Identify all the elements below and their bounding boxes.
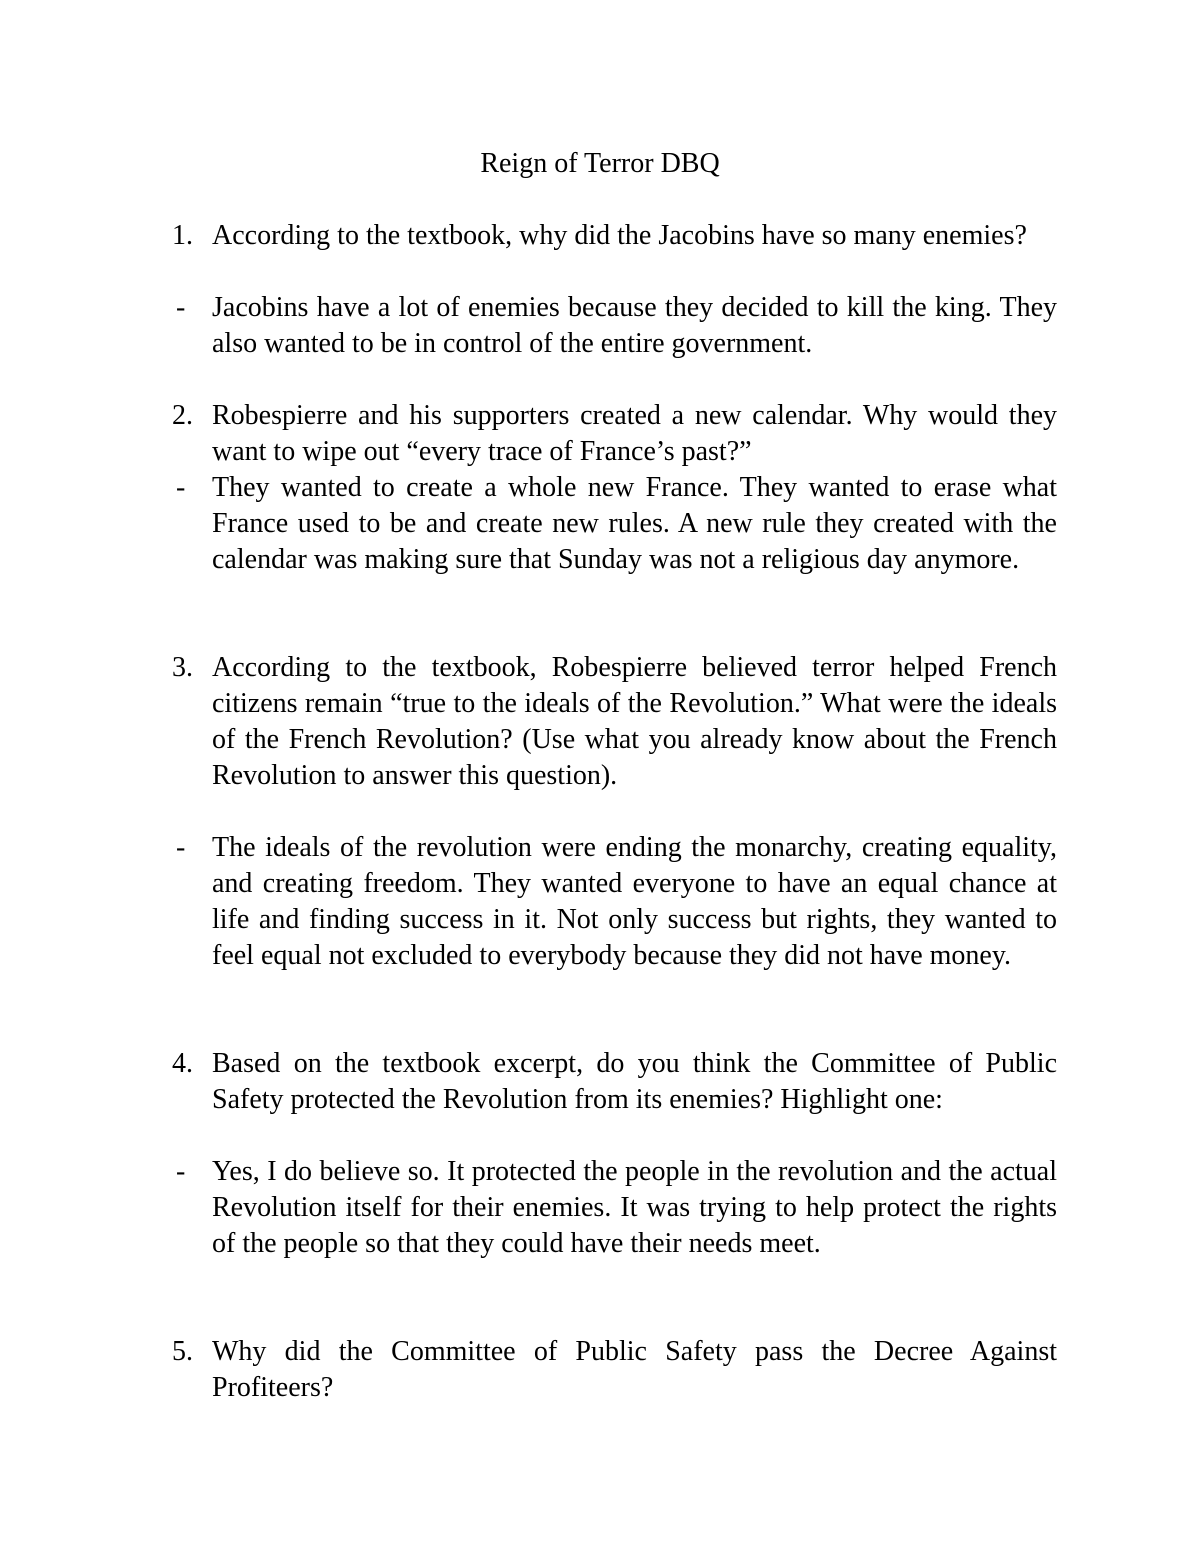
question-text: Why did the Committee of Public Safety pass the Decree Against Profiteers? xyxy=(212,1336,1057,1403)
answer-text: The ideals of the revolution were ending the monarchy, creating equality, and creating freedom. They wanted everyone to have an equal chance at life and finding success in it. Not only success but rights, they wanted to feel equal not excluded to everybody because they did not have money. xyxy=(212,832,1057,971)
question-number: 5. xyxy=(172,1336,193,1367)
question-text: Robespierre and his supporters created a new calendar. Why would they want to wipe out “every trace of France’s past?” xyxy=(212,400,1057,467)
answer-bullet: - xyxy=(176,832,186,863)
document-title: Reign of Terror DBQ xyxy=(480,148,720,179)
question-text: According to the textbook, Robespierre believed terror helped French citizens remain “true to the ideals of the Revolution.” What were the ideals of the French Revolution? (Use what you already know about the French Revolution to answer this question). xyxy=(212,652,1057,791)
question-number: 3. xyxy=(172,652,193,683)
answer-text: They wanted to create a whole new France. They wanted to erase what France used to be and create new rules. A new rule they created with the calendar was making sure that Sunday was not a religious day anymore. xyxy=(212,472,1057,575)
question-text: According to the textbook, why did the Jacobins have so many enemies? xyxy=(212,220,1027,251)
answer-bullet: - xyxy=(176,472,186,503)
question-number: 1. xyxy=(172,220,193,251)
question-number: 4. xyxy=(172,1048,193,1079)
question-text: Based on the textbook excerpt, do you think the Committee of Public Safety protected the Revolution from its enemies? Highlight one: xyxy=(212,1048,1057,1115)
question-number: 2. xyxy=(172,400,193,431)
answer-bullet: - xyxy=(176,292,186,323)
answer-text: Jacobins have a lot of enemies because they decided to kill the king. They also wanted to be in control of the entire government. xyxy=(212,292,1057,359)
answer-bullet: - xyxy=(176,1156,186,1187)
answer-text: Yes, I do believe so. It protected the people in the revolution and the actual Revolution itself for their enemies. It was trying to help protect the rights of the people so that they could have their needs meet. xyxy=(212,1156,1057,1259)
